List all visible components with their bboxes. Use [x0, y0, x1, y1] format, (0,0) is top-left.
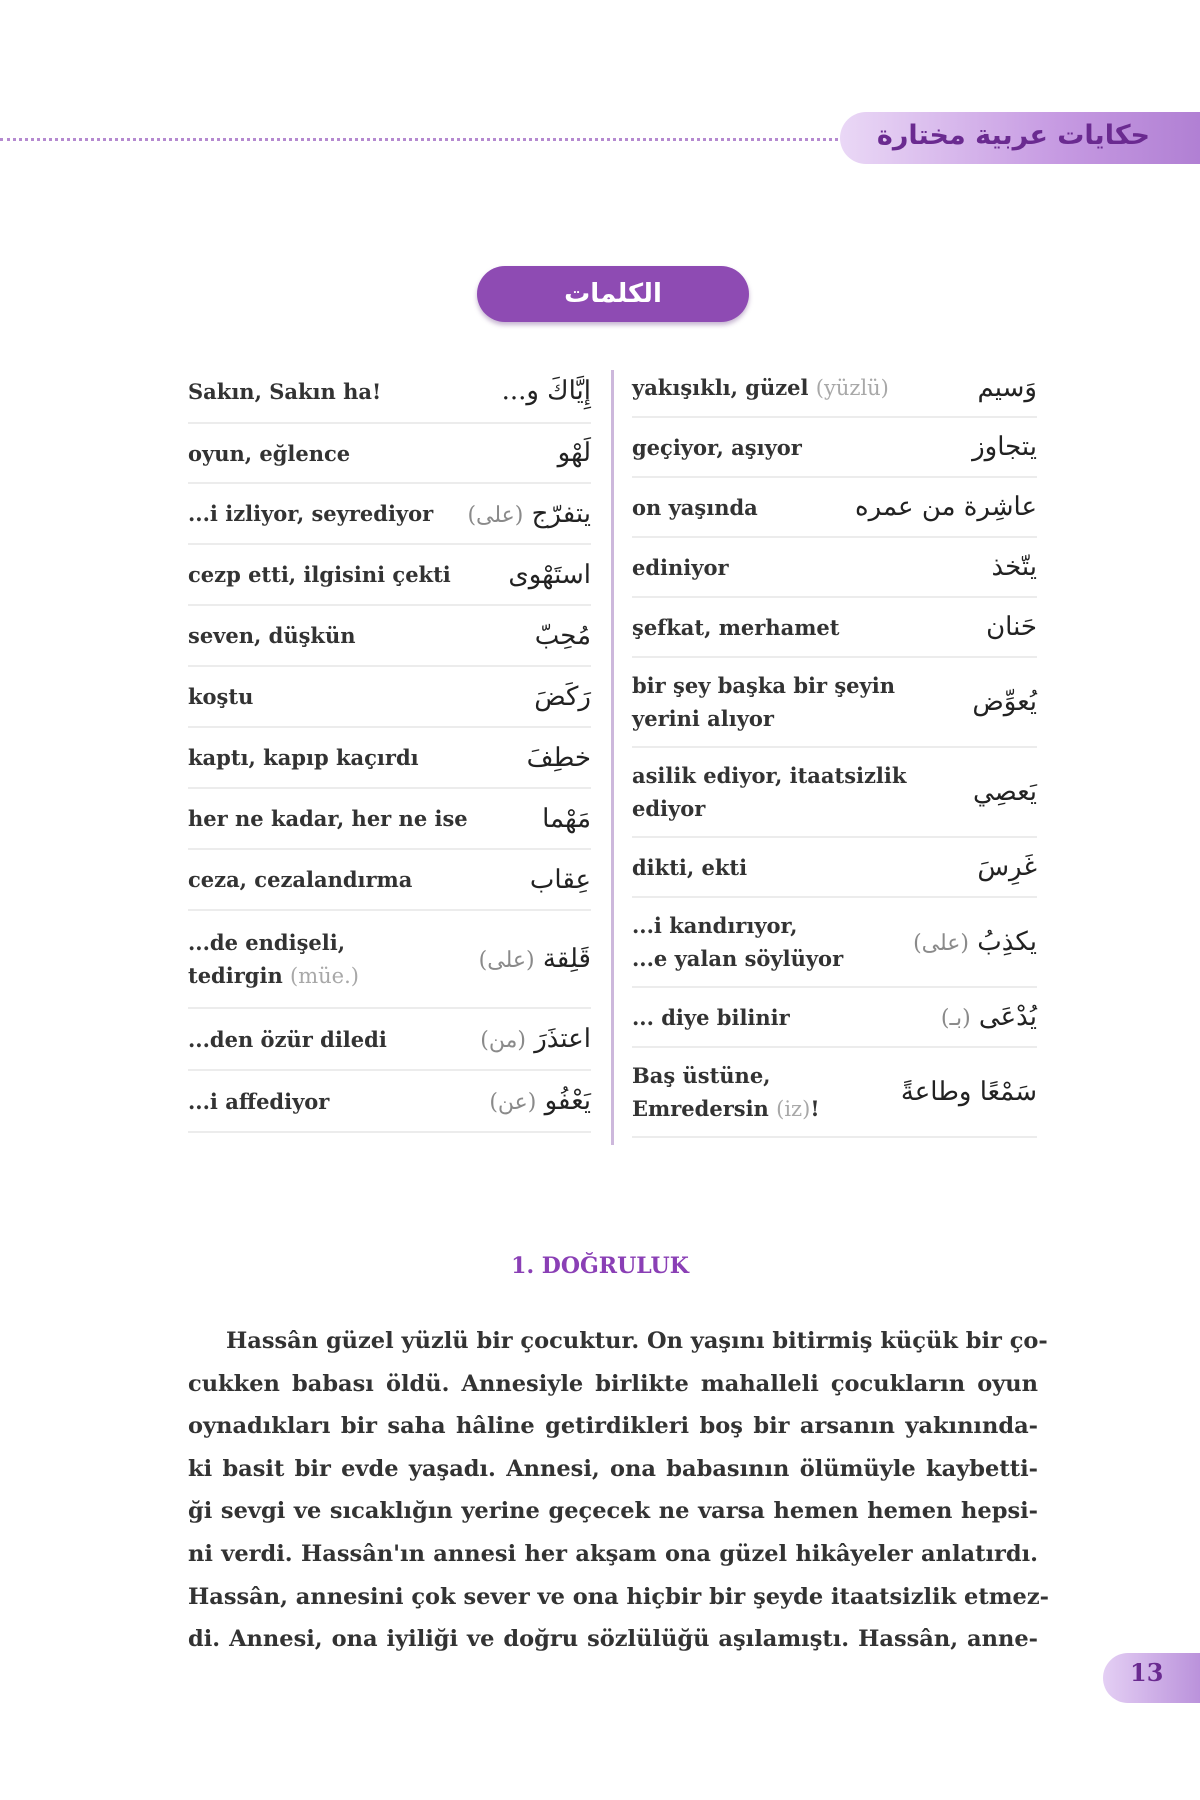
arabic-word-text: إِيَّاكَ و... — [501, 376, 591, 406]
arabic-word-text: غَرِسَ — [977, 852, 1037, 882]
meaning-text-line2: Emredersin — [632, 1095, 769, 1121]
story-title: 1. DOĞRULUK — [511, 1253, 689, 1279]
arabic-word — [480, 1024, 591, 1054]
meaning-text: her ne kadar, her ne ise — [188, 806, 468, 831]
turkish-meaning — [632, 1001, 790, 1034]
story-line: cukken babası öldü. Annesiyle birlikte mahalleli çocukların oyun — [188, 1370, 1038, 1397]
arabic-word-text: لَهْو — [557, 438, 591, 468]
turkish-meaning — [632, 759, 906, 825]
turkish-meaning — [188, 437, 350, 470]
arabic-word — [542, 804, 591, 834]
vocab-row — [632, 538, 1037, 598]
vocab-row — [188, 850, 591, 911]
arabic-word — [972, 687, 1037, 717]
arabic-word-text: رَكَضَ — [534, 681, 591, 712]
arabic-word-text: عِقاب — [529, 864, 591, 895]
vocab-row — [632, 658, 1037, 748]
vocab-row — [188, 728, 591, 789]
meaning-text: bir şey başka bir şeyin — [632, 673, 895, 698]
vocab-row — [632, 598, 1037, 658]
meaning-text: geçiyor, aşıyor — [632, 434, 802, 460]
vocab-row — [632, 418, 1037, 478]
arabic-word — [467, 499, 591, 529]
meaning-text: on yaşında — [632, 494, 758, 520]
vocabulary-right-column — [632, 360, 1037, 1138]
vocabulary-left-column — [188, 360, 591, 1133]
story-line: oynadıkları bir saha hâline getirdikleri boş bir arsanın yakınında- — [188, 1413, 1038, 1440]
story-line: Hassân, annesini çok sever ve ona hiçbir bir şeyde itaatsizlik etmez- — [188, 1583, 1049, 1610]
turkish-meaning — [632, 851, 747, 884]
meaning-text: ediniyor — [632, 554, 729, 580]
meaning-text: kaptı, kapıp kaçırdı — [188, 745, 419, 770]
turkish-meaning — [632, 491, 758, 524]
arabic-word — [901, 1077, 1037, 1107]
meaning-text: şefkat, merhamet — [632, 614, 840, 640]
meaning-text-line2: ...e yalan söylüyor — [632, 946, 844, 971]
arabic-word — [855, 492, 1037, 522]
arabic-word-text: مُحِبّ — [534, 620, 591, 651]
turkish-meaning — [188, 619, 356, 652]
arabic-word — [527, 743, 591, 773]
meaning-text: ... diye bilinir — [632, 1004, 790, 1030]
story-line: ği sevgi ve sıcaklığın yerine geçecek ne varsa hemen hemen hepsi- — [188, 1498, 1038, 1525]
meaning-text: ...i izliyor, seyrediyor — [188, 501, 434, 526]
meaning-text-line2: yerini alıyor — [632, 706, 774, 731]
turkish-meaning — [188, 802, 468, 835]
story-line: ki basit bir evde yaşadı. Annesi, ona babasının ölümüyle kaybetti- — [188, 1455, 1038, 1482]
arabic-preposition: (عن) — [489, 1090, 537, 1115]
arabic-word — [534, 682, 591, 712]
meaning-text: cezp etti, ilgisini çekti — [188, 562, 451, 587]
vocab-row — [188, 911, 591, 1009]
arabic-preposition: (على) — [913, 931, 970, 956]
arabic-word — [489, 1086, 591, 1116]
arabic-word — [978, 373, 1038, 403]
arabic-word — [535, 621, 591, 651]
vocab-row — [188, 789, 591, 850]
meaning-text: seven, düşkün — [188, 623, 356, 648]
meaning-text: Baş üstüne, — [632, 1062, 771, 1088]
turkish-meaning — [188, 926, 359, 993]
turkish-meaning — [632, 669, 895, 735]
vocab-row — [188, 1071, 591, 1133]
turkish-meaning — [188, 680, 253, 713]
meaning-text: Sakın, Sakın ha! — [188, 378, 382, 404]
arabic-preposition: (على) — [467, 502, 524, 528]
arabic-word-text: وَسيم — [977, 373, 1037, 403]
arabic-word — [986, 612, 1037, 642]
meaning-text-line2: tedirgin — [188, 962, 283, 988]
arabic-word — [558, 438, 591, 468]
turkish-meaning — [632, 909, 843, 975]
meaning-text: dikti, ekti — [632, 854, 748, 880]
meaning-text: ceza, cezalandırma — [188, 867, 413, 892]
page-number: 13 — [1130, 1658, 1164, 1687]
arabic-word-text: استَهْوى — [508, 559, 591, 590]
arabic-word-text: قَلِقة — [542, 944, 591, 974]
arabic-word — [913, 927, 1037, 957]
meaning-text-line2: ediyor — [632, 796, 706, 821]
arabic-word-text: مَهْما — [542, 803, 591, 834]
arabic-word-text: يتّخذ — [991, 552, 1037, 582]
arabic-preposition: (من) — [480, 1028, 526, 1053]
turkish-meaning — [632, 431, 802, 464]
column-divider — [611, 370, 614, 1145]
arabic-word-text: عاشِرة من عمره — [855, 492, 1037, 522]
arabic-word-text: يتجاوز — [972, 432, 1037, 462]
meaning-text: yakışıklı, güzel — [632, 375, 809, 400]
turkish-meaning — [188, 558, 451, 591]
turkish-meaning — [632, 611, 840, 644]
turkish-meaning — [188, 1023, 387, 1056]
vocab-row — [188, 1009, 591, 1071]
vocab-row — [632, 898, 1037, 988]
arabic-word — [530, 865, 591, 895]
arabic-word-text: يتفرّج — [531, 498, 591, 529]
arabic-word-text: يَعصِي — [973, 777, 1037, 807]
vocab-row — [632, 988, 1037, 1048]
vocab-row — [188, 545, 591, 606]
arabic-word-text: يكذِبُ — [977, 927, 1037, 957]
vocab-row — [188, 424, 591, 484]
arabic-word — [508, 560, 591, 590]
story-line: ni verdi. Hassân'ın annesi her akşam ona güzel hikâyeler anlatırdı. — [188, 1540, 1038, 1567]
book-title: حكايات عربية مختارة — [876, 120, 1150, 151]
arabic-word — [502, 376, 591, 406]
vocab-row — [632, 1048, 1037, 1138]
vocab-row — [632, 838, 1037, 898]
turkish-meaning — [188, 741, 419, 774]
arabic-word-text: اعتذَرَ — [534, 1024, 591, 1054]
meaning-text: ...den özür diledi — [188, 1026, 387, 1052]
story-line: Hassân güzel yüzlü bir çocuktur. On yaşını bitirmiş küçük bir ço- — [226, 1328, 1048, 1354]
turkish-meaning — [188, 497, 433, 530]
meaning-suffix: ! — [810, 1095, 820, 1121]
turkish-meaning — [188, 863, 412, 896]
vocab-row — [632, 748, 1037, 838]
arabic-word-text: خطِفَ — [526, 742, 591, 773]
arabic-word-text: حَنان — [986, 612, 1037, 642]
turkish-meaning — [632, 1059, 820, 1126]
arabic-word — [479, 944, 591, 974]
story-paragraph — [188, 1320, 1049, 1661]
vocab-row — [632, 360, 1037, 418]
turkish-meaning — [188, 375, 381, 408]
meaning-text: koştu — [188, 684, 254, 709]
arabic-preposition: (بـ) — [940, 1006, 971, 1031]
vocab-row — [188, 484, 591, 545]
meaning-text: asilik ediyor, itaatsizlik — [632, 763, 907, 788]
meaning-text: oyun, eğlence — [188, 440, 351, 466]
meaning-text: ...de endişeli, — [188, 929, 346, 955]
arabic-word — [941, 1002, 1037, 1032]
turkish-meaning — [188, 1085, 329, 1118]
vocab-row — [188, 667, 591, 728]
vocab-row — [632, 478, 1037, 538]
arabic-word — [991, 552, 1037, 582]
arabic-word — [973, 777, 1037, 807]
arabic-word-text: يُعوِّض — [972, 687, 1037, 717]
meaning-text: ...i affediyor — [188, 1088, 330, 1114]
vocab-row — [188, 606, 591, 667]
header-dotted-line — [0, 138, 845, 141]
story-line: di. Annesi, ona iyiliği ve doğru sözlülüğü aşılamıştı. Hassân, anne- — [188, 1626, 1038, 1653]
meaning-text: ...i kandırıyor, — [632, 913, 798, 938]
arabic-word — [977, 852, 1037, 882]
arabic-preposition: (على) — [478, 948, 535, 973]
arabic-word — [972, 432, 1037, 462]
turkish-meaning — [632, 551, 729, 584]
vocabulary-heading — [477, 266, 749, 322]
meaning-note: (iz) — [776, 1096, 811, 1121]
arabic-word-text: يُدْعَى — [978, 1002, 1037, 1032]
vocabulary-heading-label: الكلمات — [564, 279, 662, 309]
arabic-word-text: يَعْفُو — [544, 1086, 591, 1116]
turkish-meaning — [632, 371, 889, 405]
arabic-word-text: سَمْعًا وطاعةً — [900, 1077, 1037, 1107]
meaning-note: (yüzlü) — [815, 376, 889, 400]
meaning-note: (müe.) — [290, 963, 359, 988]
vocab-row — [188, 360, 591, 424]
